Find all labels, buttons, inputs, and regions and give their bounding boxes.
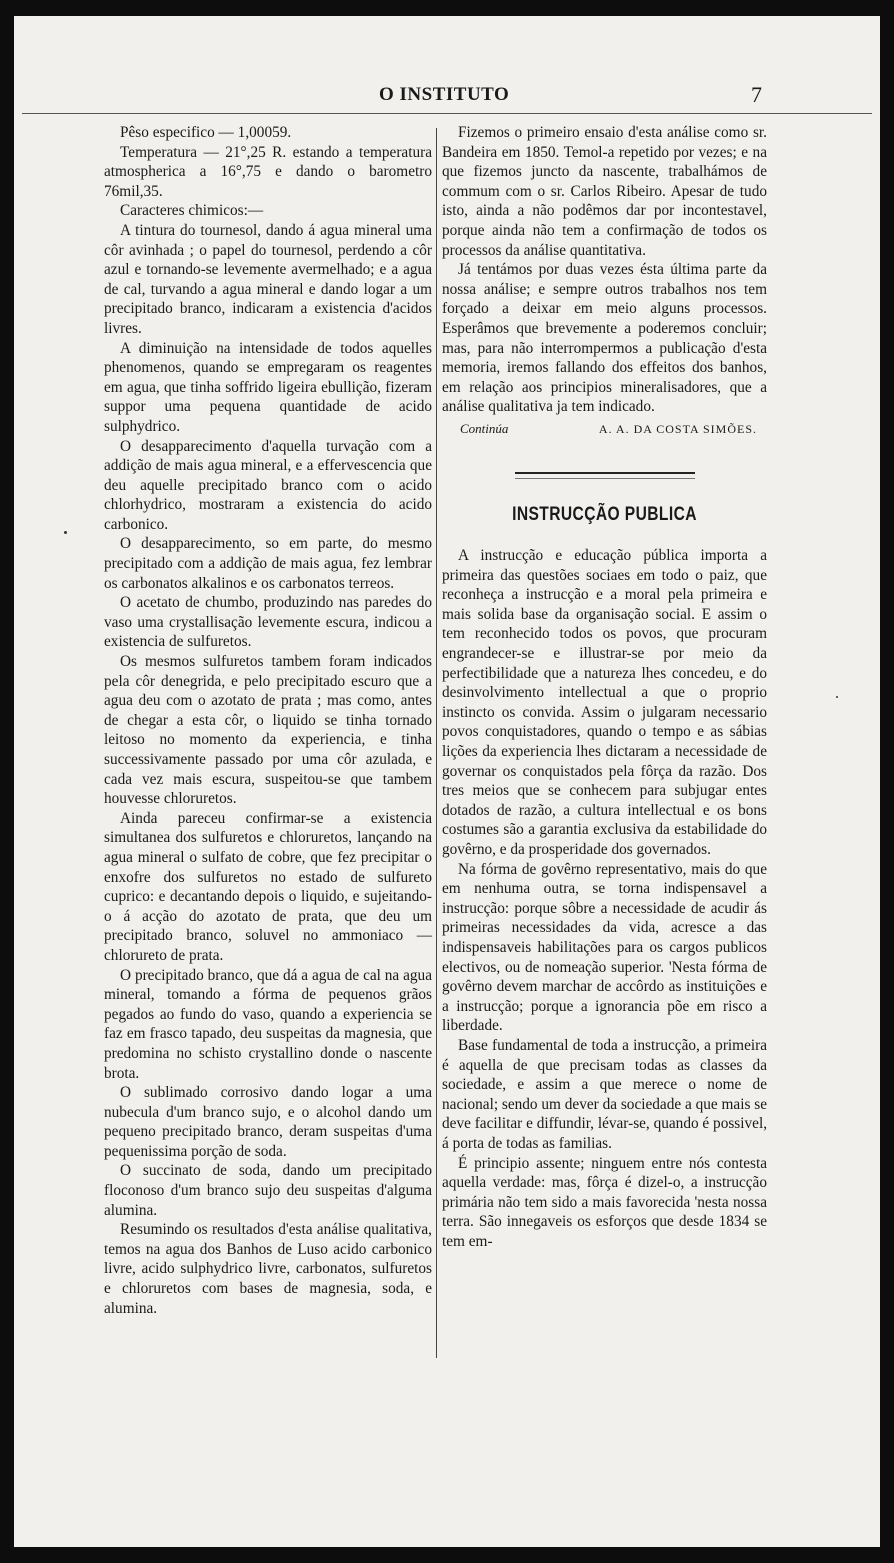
paragraph: Na fórma de govêrno representativo, mais do que em nenhuma outra, se torna indispensavel a instrucção: porque sôbre a necessidade de acudir ás primeiras necessidades da vida, acresce a das indispensaveis habilitações para os cargos publicos electivos, ou de nomeação superior. 'Nesta fórma de govêrno devem marchar de accôrdo as instituições e a instrucção; porque a ignorancia põe em risco a liberdade.	[442, 860, 767, 1035]
paragraph: Pêso especifico — 1,00059.	[120, 124, 292, 141]
paragraph: Base fundamental de toda a instrucção, a primeira é aquella de que precisam todas as classes da sociedade, e assim a que merece o nome de nacional; sendo um dever da sociedade a que mais se deve facilitar e diffundir, lévar-se, quando é possivel, á porta de todas as familias.	[442, 1036, 768, 1152]
paragraph: A instrucção e educação pública importa a primeira das questões sociaes em todo o paiz, que reconheça a instrucção e a moral pela primeira e mais solida base da organisação social. E assim o tem reconhecido todos os povos, que procuram engrandecer-se e illustrar-se por meio da perfectibilidade que a natureza lhes concedeu, e do desinvolvimento intellectual a que o proprio instincto os convida. Assim o julgaram necessario povos conquistadores, quando o tempo e as sábias lições da experiencia lhes dictaram a necessidade de governar os conquistados pela fôrça da razão. Dos tres meios que se conhecem para subjugar entes dotados de razão, a cultura intellectual e os bons costumes são a garantia exclusiva da estabilidade do govêrno, e da prosperidade dos governados.	[442, 547, 767, 858]
header-rule	[22, 113, 872, 114]
paragraph: Fizemos o primeiro ensaio d'esta análise como sr. Bandeira em 1850. Temol-a repetido por vezes; e na que fizemos juncto da nascente, trabalhámos de commum com o sr. Carlos Ribeiro. Apesar de tudo isto, ainda a não podêmos dar por incontestavel, porque ainda não tem a confirmação de todos os processos da análise quantitativa.	[442, 124, 767, 259]
paragraph: O sublimado corrosivo dando logar a uma nubecula d'um branco sujo, e o alcohol dando um pequeno precipitado branco, deram suspeitas d'uma pequenissima porção de soda.	[104, 1084, 432, 1160]
paragraph: O desapparecimento d'aquella turvação com a addição de mais agua mineral, e a effervescencia que deu aquelle precipitado branco com o acido chlorhydrico, mostraram a existencia do acido carbonico.	[104, 437, 432, 533]
section-title: INSTRUCÇÃO PUBLICA	[512, 503, 697, 525]
paragraph: Já tentámos por duas vezes ésta última parte da nossa análise; e sempre outros trabalhos nos tem forçado a deixar em meio alguns processos. Esperâmos que brevemente a poderemos concluir; mas, para não interrompermos a publicação d'esta memoria, iremos fallando dos effeitos dos banhos, em relação aos principios mineralisadores, que a análise qualitativa ja tem indicado.	[442, 261, 767, 416]
paragraph: Os mesmos sulfuretos tambem foram indicados pela côr denegrida, e pelo precipitado escuro que a agua deu com o azotato de prata ; mas como, antes de chegar a esta côr, o liquido se tinha tornado leitoso no momento da experiencia, e tinha successivamente passado por uma côr azulada, e cada vez mais escura, suspeitou-se que tambem houvesse chloruretos.	[104, 653, 432, 808]
paragraph: Ainda pareceu confirmar-se a existencia simultanea dos sulfuretos e chloruretos, lançando na agua mineral o sulfato de cobre, que fez precipitar o enxofre dos sulfuretos no estado de sulfureto cuprico: e decantando depois o liquido, e sujeitando-o á acção do azotato de prata, que deu um precipitado branco, soluvel no ammoniaco — chlorureto de prata.	[104, 809, 432, 964]
ink-speck	[64, 531, 67, 534]
paragraph: Temperatura — 21°,25 R. estando a temperatura atmospherica a 16°,75 e dando o barometro 76mil,35.	[104, 143, 432, 200]
column-divider	[436, 128, 437, 1358]
paragraph: O desapparecimento, so em parte, do mesmo precipitado com a addição de mais agua, fez lembrar os carbonatos alkalinos e os carbonatos terreos.	[104, 535, 432, 592]
article-signature	[442, 419, 767, 440]
page-header	[14, 84, 880, 110]
newspaper-page	[14, 16, 880, 1547]
author-name: A. A. DA COSTA SIMÕES.	[598, 421, 757, 436]
paragraph: A diminuição na intensidade de todos aquelles phenomenos, quando se empregaram os reagentes em agua, que tinha soffrido ligeira ebullição, fizeram suppor uma pequena quantidade de acido sulphydrico.	[104, 339, 432, 435]
paragraph: É principio assente; ninguem entre nós contesta aquella verdade: mas, fôrça é dizel-o, a instrucção primária não tem sido a mais favorecida 'nesta nossa terra. São innegaveis os esforços que desde 1834 se tem em-	[442, 1154, 767, 1250]
section-separator-rule	[515, 472, 695, 479]
paragraph: O succinato de soda, dando um precipitado floconoso d'um branco sujo deu suspeitas d'alguma alumina.	[104, 1162, 432, 1219]
running-title: O INSTITUTO	[379, 84, 510, 105]
left-column	[104, 123, 432, 1318]
paragraph: Resumindo os resultados d'esta análise qualitativa, temos na agua dos Banhos de Luso acido carbonico livre, acido sulphydrico livre, carbonatos, sulfuretos e chloruretos com bases de magnesia, soda, e alumina.	[104, 1221, 432, 1317]
ink-speck	[836, 696, 838, 698]
right-column	[442, 123, 767, 1251]
paragraph: A tintura do tournesol, dando á agua mineral uma côr avinhada ; o papel do tournesol, perdendo a côr azul e tornando-se levemente avermelhado; e a agua de cal, turvando a agua mineral e dando logar a um precipitado branco, indicaram a existencia d'acidos livres.	[104, 221, 432, 337]
paragraph: O precipitado branco, que dá a agua de cal na agua mineral, tomando a fórma de pequenos grãos pegados ao fundo do vaso, quando a experiencia se faz em frasco tapado, deu suspeitas da magnesia, que predomina no schisto crystallino donde o nascente brota.	[104, 966, 432, 1082]
page-number: 7	[751, 82, 762, 107]
continua-label: Continúa	[460, 420, 509, 436]
paragraph: O acetato de chumbo, produzindo nas paredes do vaso uma crystallisação levemente escura, indicou a existencia de sulfuretos.	[104, 594, 432, 651]
paragraph: Caracteres chimicos:—	[120, 202, 264, 220]
